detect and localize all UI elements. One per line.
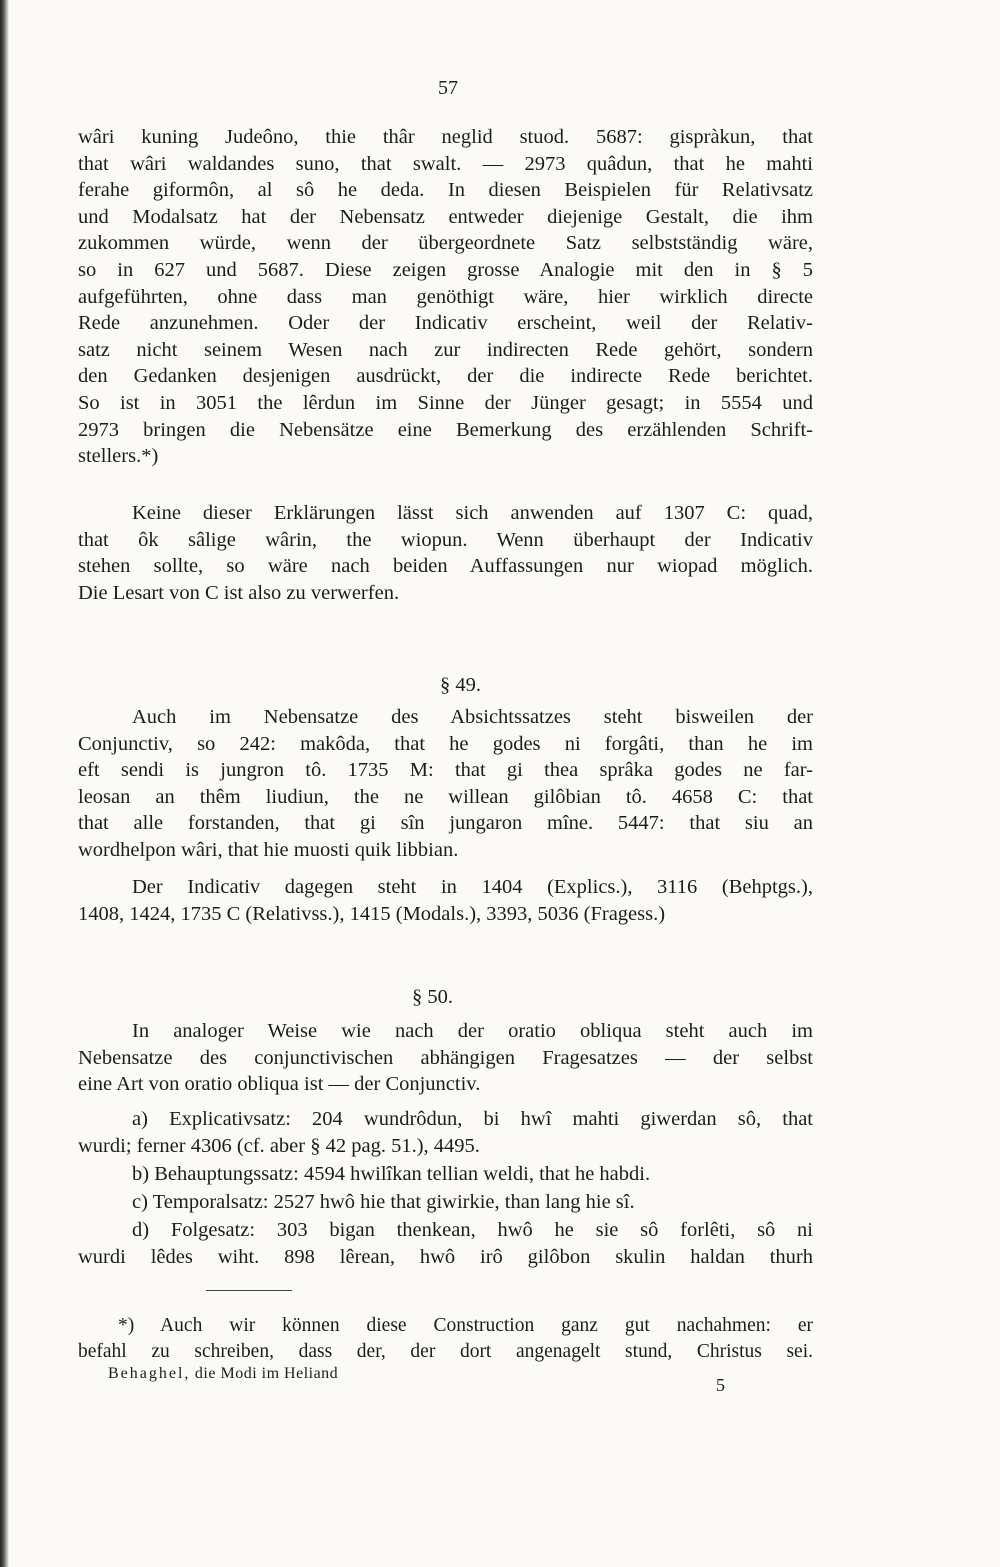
footnote-divider: [206, 1290, 292, 1291]
text-line: a) Explicativsatz: 204 wundrôdun, bi hwî mahti giwerdan sô, that: [132, 1108, 813, 1130]
paragraph-keine: [78, 500, 813, 606]
text-line: zukommen würde, wenn der übergeordnete Satz selbstständig wäre,: [78, 232, 813, 255]
text-line: that wâri waldandes suno, that swalt. — 2973 quâdun, that he mahti: [78, 152, 813, 175]
text-line: Rede anzunehmen. Oder der Indicativ erscheint, weil der Relativ-: [78, 312, 813, 335]
text-line: und Modalsatz hat der Nebensatz entweder diejenige Gestalt, die ihm: [78, 205, 813, 228]
text-line: In analoger Weise wie nach der oratio obliqua steht auch im: [132, 1020, 813, 1042]
text-line: Keine dieser Erklärungen lässt sich anwenden auf 1307 C: quad,: [132, 502, 813, 524]
text-line: wâri kuning Judeôno, thie thâr neglid stuod. 5687: gispràkun, that: [78, 126, 813, 148]
section-49-paragraph-1: [78, 704, 813, 864]
text-line: eft sendi is jungron tô. 1735 M: that gi thea sprâka godes ne far-: [78, 759, 813, 782]
signature-title: die Modi im Heliand: [194, 1365, 339, 1382]
text-line: eine Art von oratio obliqua ist — der Conjunctiv.: [78, 1073, 481, 1096]
text-line: Der Indicativ dagegen steht in 1404 (Explics.), 3116 (Behptgs.),: [132, 876, 813, 898]
text-line: stehen sollte, so wäre nach beiden Auffassungen nur wiopad möglich.: [78, 555, 813, 578]
section-50-heading: § 50.: [412, 986, 453, 1008]
text-line: satz nicht seinem Wesen nach zur indirecten Rede gehört, sondern: [78, 338, 813, 361]
text-line: Nebensatze des conjunctivischen abhängigen Fragesatzes — der selbst: [78, 1046, 813, 1069]
section-50-item-a: [78, 1106, 813, 1159]
footnote-line: *) Auch wir können diese Construction ganz gut nachahmen: er: [118, 1315, 813, 1336]
sheet-number: 5: [716, 1375, 725, 1395]
text-line: Die Lesart von C ist also zu verwerfen.: [78, 581, 400, 604]
text-line: Conjunctiv, so 242: makôda, that he godes ni forgâti, than he im: [78, 732, 813, 755]
text-line: so in 627 und 5687. Diese zeigen grosse Analogie mit den in § 5: [78, 258, 813, 281]
text-line: wurdi; ferner 4306 (cf. aber § 42 pag. 51.), 4495.: [78, 1134, 480, 1157]
text-line: b) Behauptungssatz: 4594 hwilîkan tellian weldi, that he habdi.: [132, 1163, 651, 1185]
text-line: d) Folgesatz: 303 bigan thenkean, hwô he sie sô forlêti, sô ni: [132, 1219, 813, 1241]
text-line: c) Temporalsatz: 2527 hwô hie that giwirkie, than lang hie sî.: [132, 1191, 635, 1213]
text-line: leosan an thêm liudiun, the ne willean gilôbian tô. 4658 C: that: [78, 785, 813, 808]
section-50-paragraph-1: [78, 1018, 813, 1098]
page-edge-shadow: [0, 0, 9, 1567]
text-line: wordhelpon wâri, that hie muosti quik libbian.: [78, 838, 459, 861]
text-line: So ist in 3051 the lêrdun im Sinne der Jünger gesagt; in 5554 und: [78, 391, 813, 414]
section-50-item-c: [78, 1189, 813, 1216]
text-line: 2973 bringen die Nebensätze eine Bemerkung des erzählenden Schrift-: [78, 418, 813, 441]
text-line: Auch im Nebensatze des Absichtssatzes steht bisweilen der: [132, 706, 813, 728]
footnote: [78, 1313, 813, 1365]
text-line: aufgeführten, ohne dass man genöthigt wäre, hier wirklich directe: [78, 285, 813, 308]
text-line: 1408, 1424, 1735 C (Relativss.), 1415 (Modals.), 3393, 5036 (Fragess.): [78, 902, 666, 925]
text-line: that alle forstanden, that gi sîn jungaron mîne. 5447: that siu an: [78, 812, 813, 835]
section-50-item-b: [78, 1161, 813, 1188]
text-line: den Gedanken desjenigen ausdrückt, der die indirecte Rede berichtet.: [78, 365, 813, 388]
section-50-item-d: [78, 1217, 813, 1270]
page-number: 57: [438, 77, 458, 99]
footnote-line: befahl zu schreiben, dass der, der dort angenagelt stund, Christus sei.: [78, 1341, 813, 1362]
text-line: that ôk sâlige wârin, the wiopun. Wenn überhaupt der Indicativ: [78, 528, 813, 551]
text-line: stellers.*): [78, 445, 159, 468]
signature-author: Behaghel,: [108, 1365, 191, 1382]
text-line: wurdi lêdes wiht. 898 lêrean, hwô irô gilôbon skulin haldan thurh: [78, 1245, 813, 1268]
text-line: ferahe giformôn, al sô he deda. In diesen Beispielen für Relativsatz: [78, 179, 813, 202]
section-49-heading: § 49.: [440, 674, 481, 696]
paragraph-continued: [78, 124, 813, 470]
sheet-signature: [108, 1363, 338, 1385]
section-49-paragraph-2: [78, 874, 813, 927]
